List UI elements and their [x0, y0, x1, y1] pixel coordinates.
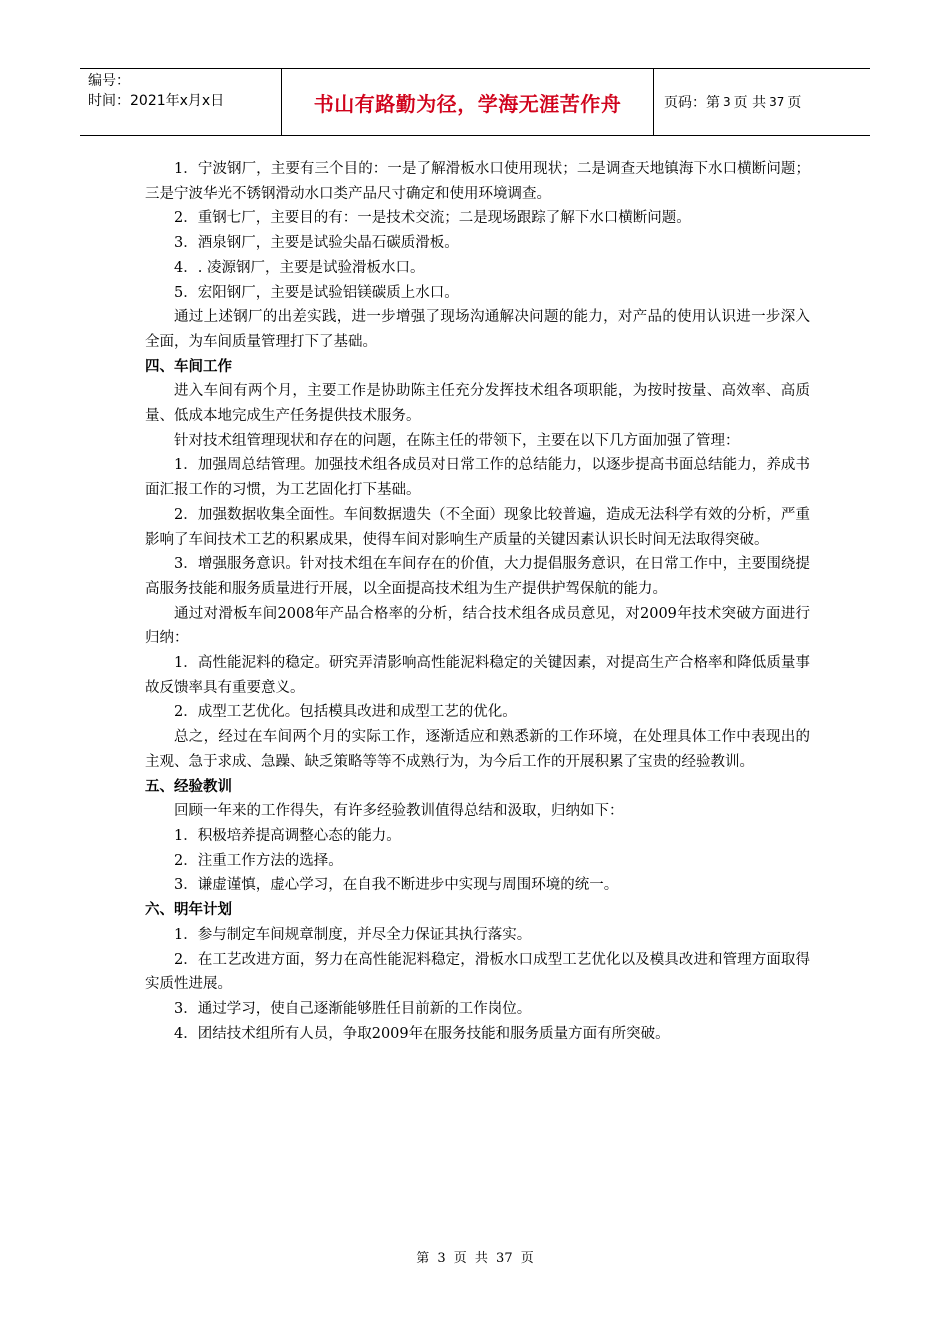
- document-body: [145, 157, 810, 1046]
- document-number-label: 编号：: [88, 73, 130, 89]
- page-prefix: 页码：第: [664, 95, 720, 111]
- page-total: 37: [769, 95, 785, 109]
- paragraph: 2．注重工作方法的选择。: [174, 852, 343, 869]
- paragraph: 1．高性能泥料的稳定。研究弄清影响高性能泥料稳定的关键因素，对提高生产合格率和降低质量事故反馈率具有重要意义。: [145, 655, 810, 696]
- page-header: [80, 68, 870, 136]
- paragraph: 回顾一年来的工作得失，有许多经验教训值得总结和汲取，归纳如下：: [174, 803, 624, 820]
- section-heading: 六、明年计划: [145, 902, 232, 919]
- paragraph: 1．参与制定车间规章制度，并尽全力保证其执行落实。: [174, 926, 532, 943]
- paragraph: 通过上述钢厂的出差实践，进一步增强了现场沟通解决问题的能力，对产品的使用认识进一步深入全面，为车间质量管理打下了基础。: [145, 309, 810, 350]
- paragraph: 2．加强数据收集全面性。车间数据遗失（不全面）现象比较普遍，造成无法科学有效的分析，严重影响了车间技术工艺的积累成果，使得车间对影响生产质量的关键因素认识长时间无法取得突破。: [145, 506, 810, 548]
- paragraph: 3．谦虚谨慎，虚心学习，在自我不断进步中实现与周围环境的统一。: [174, 877, 619, 894]
- paragraph: 1．宁波钢厂，主要有三个目的：一是了解滑板水口使用现状；二是调查天地镇海下水口横断问题；三是宁波华光不锈钢滑动水口类产品尺寸确定和使用环境调查。: [145, 161, 810, 202]
- paragraph: 1．加强周总结管理。加强技术组各成员对日常工作的总结能力，以逐步提高书面总结能力，养成书面汇报工作的习惯，为工艺固化打下基础。: [145, 457, 810, 499]
- paragraph: 3．增强服务意识。针对技术组在车间存在的价值，大力提倡服务意识，在日常工作中，主要围绕提高服务技能和服务质量进行开展，以全面提高技术组为生产提供护驾保航的能力。: [145, 556, 810, 597]
- header-motto: 书山有路勤为径，学海无涯苦作舟: [282, 69, 654, 135]
- paragraph: 4．团结技术组所有人员，争取2009年在服务技能和服务质量方面有所突破。: [174, 1025, 670, 1042]
- paragraph: 2．重钢七厂，主要目的有：一是技术交流；二是现场跟踪了解下水口横断问题。: [174, 210, 691, 227]
- paragraph: 2．在工艺改进方面，努力在高性能泥料稳定，滑板水口成型工艺优化以及模具改进和管理方面取得实质性进展。: [145, 951, 810, 993]
- paragraph: 针对技术组管理现状和存在的问题，在陈主任的带领下，主要在以下几方面加强了管理：: [174, 432, 740, 449]
- page-footer: 第 3 页 共 37 页: [416, 1251, 534, 1266]
- header-page-info: [654, 69, 870, 135]
- paragraph: 2．成型工艺优化。包括模具改进和成型工艺的优化。: [174, 704, 517, 721]
- document-time-label: 时间：2021年x月x日: [88, 93, 225, 109]
- section-heading: 四、车间工作: [145, 358, 232, 375]
- paragraph: 3．酒泉钢厂，主要是试验尖晶石碳质滑板。: [174, 235, 459, 252]
- page-mid: 页 共: [733, 95, 767, 111]
- paragraph: 通过对滑板车间2008年产品合格率的分析，结合技术组各成员意见，对2009年技术突破方面进行归纳：: [145, 605, 810, 647]
- paragraph: 进入车间有两个月，主要工作是协助陈主任充分发挥技术组各项职能，为按时按量、高效率、高质量、低成本地完成生产任务提供技术服务。: [145, 383, 810, 425]
- paragraph: 1．积极培养提高调整心态的能力。: [174, 827, 401, 844]
- paragraph: 3．通过学习，使自己逐渐能够胜任目前新的工作岗位。: [174, 1000, 532, 1017]
- paragraph: 总之，经过在车间两个月的实际工作，逐渐适应和熟悉新的工作环境，在处理具体工作中表现出的主观、急于求成、急躁、缺乏策略等等不成熟行为，为今后工作的开展积累了宝贵的经验教训。: [145, 729, 810, 770]
- section-heading: 五、经验教训: [145, 778, 232, 795]
- paragraph: 4．. 凌源钢厂，主要是试验滑板水口。: [174, 259, 425, 276]
- paragraph: 5．宏阳钢厂，主要是试验铝镁碳质上水口。: [174, 284, 459, 301]
- header-meta: [80, 69, 282, 135]
- page-suffix: 页: [787, 95, 802, 111]
- page-current: 3: [723, 95, 731, 109]
